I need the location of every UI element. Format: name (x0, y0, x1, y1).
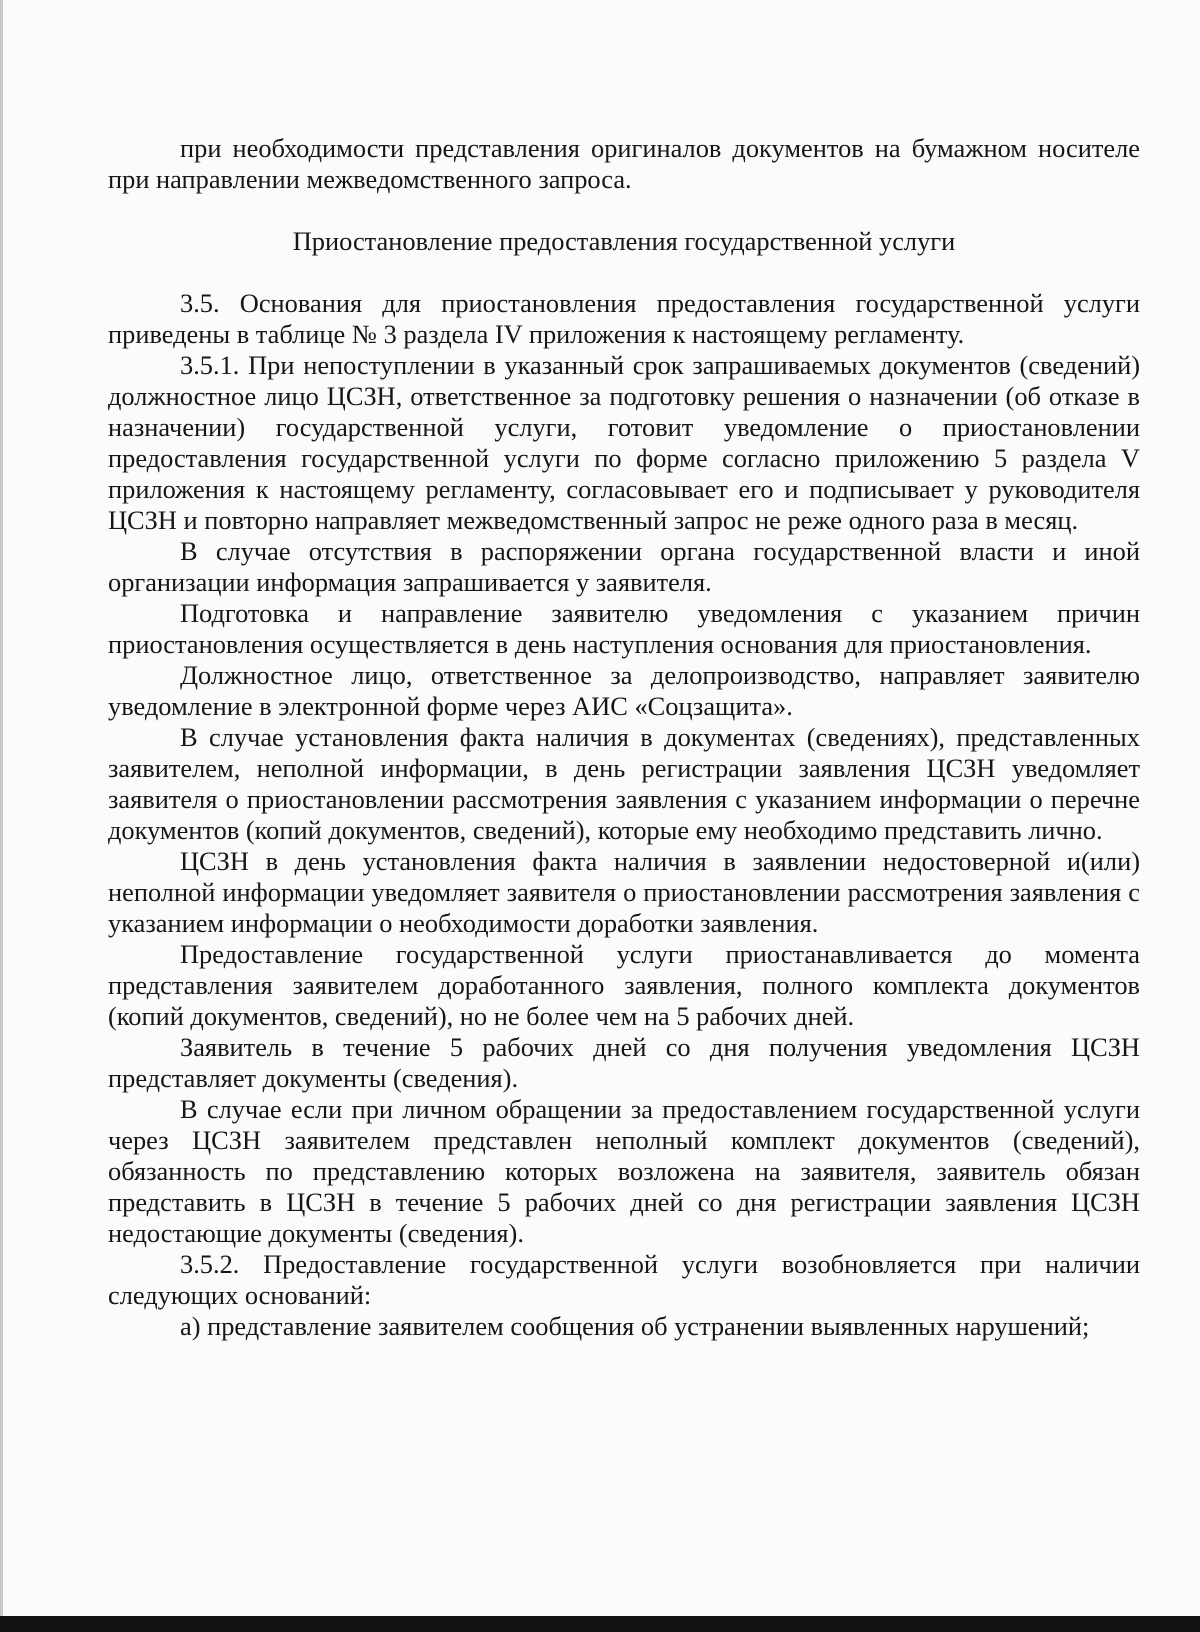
paragraph-3-5-2: 3.5.2. Предоставление государственной услуги возобновляется при наличии следующих оснований: (108, 1249, 1140, 1310)
continuation-paragraph: при необходимости представления оригиналов документов на бумажном носителе при направлении межведомственного запроса. (108, 133, 1140, 194)
paragraph-3-5-1: 3.5.1. При непоступлении в указанный срок запрашиваемых документов (сведений) должностное лицо ЦСЗН, ответственное за подготовку решения о назначении (об отказе в назначении) государственной услуги, готовит уведомление о приостановлении предоставления государственной услуги по форме согласно приложению 5 раздела V приложения к настоящему регламенту, согласовывает его и подписывает у руководителя ЦСЗН и повторно направляет межведомственный запрос не реже одного раза в месяц. (108, 350, 1140, 535)
paragraph-applicant-term: Заявитель в течение 5 рабочих дней со дня получения уведомления ЦСЗН представляет документы (сведения). (108, 1032, 1140, 1093)
scan-left-edge (0, 0, 3, 1632)
paragraph-3-5: 3.5. Основания для приостановления предоставления государственной услуги приведены в таблице № 3 раздела IV приложения к настоящему регламенту. (108, 288, 1140, 349)
paragraph-absence-info: В случае отсутствия в распоряжении органа государственной власти и иной организации информация запрашивается у заявителя. (108, 536, 1140, 597)
paragraph-personal-appeal: В случае если при личном обращении за предоставлением государственной услуги через ЦСЗН заявителем представлен неполный комплект документов (сведений), обязанность по представлению которых возложена на заявителя, заявитель обязан представить в ЦСЗН в течение 5 рабочих дней со дня регистрации заявления ЦСЗН недостающие документы (сведения). (108, 1094, 1140, 1248)
paragraph-notification-prep: Подготовка и направление заявителю уведомления с указанием причин приостановления осуществляется в день наступления основания для приостановления. (108, 598, 1140, 659)
paragraph-item-a: а) представление заявителем сообщения об устранении выявленных нарушений; (180, 1311, 1090, 1341)
paragraph-records-officer: Должностное лицо, ответственное за делопроизводство, направляет заявителю уведомление в электронной форме через АИС «Соцзащита». (108, 660, 1140, 721)
scan-bottom-edge (0, 1616, 1200, 1632)
document-body (108, 133, 1140, 1342)
paragraph-suspension-term: Предоставление государственной услуги приостанавливается до момента представления заявителем доработанного заявления, полного комплекта документов (копий документов, сведений), но не более чем на 5 рабочих дней. (108, 939, 1140, 1031)
section-heading: Приостановление предоставления государственной услуги (292, 226, 956, 256)
paragraph-unreliable-info: ЦСЗН в день установления факта наличия в заявлении недостоверной и(или) неполной информации уведомляет заявителя о приостановлении рассмотрения заявления с указанием информации о необходимости доработки заявления. (108, 846, 1140, 938)
paragraph-incomplete-info: В случае установления факта наличия в документах (сведениях), представленных заявителем, неполной информации, в день регистрации заявления ЦСЗН уведомляет заявителя о приостановлении рассмотрения заявления с указанием информации о перечне документов (копий документов, сведений), которые ему необходимо представить лично. (108, 722, 1140, 845)
